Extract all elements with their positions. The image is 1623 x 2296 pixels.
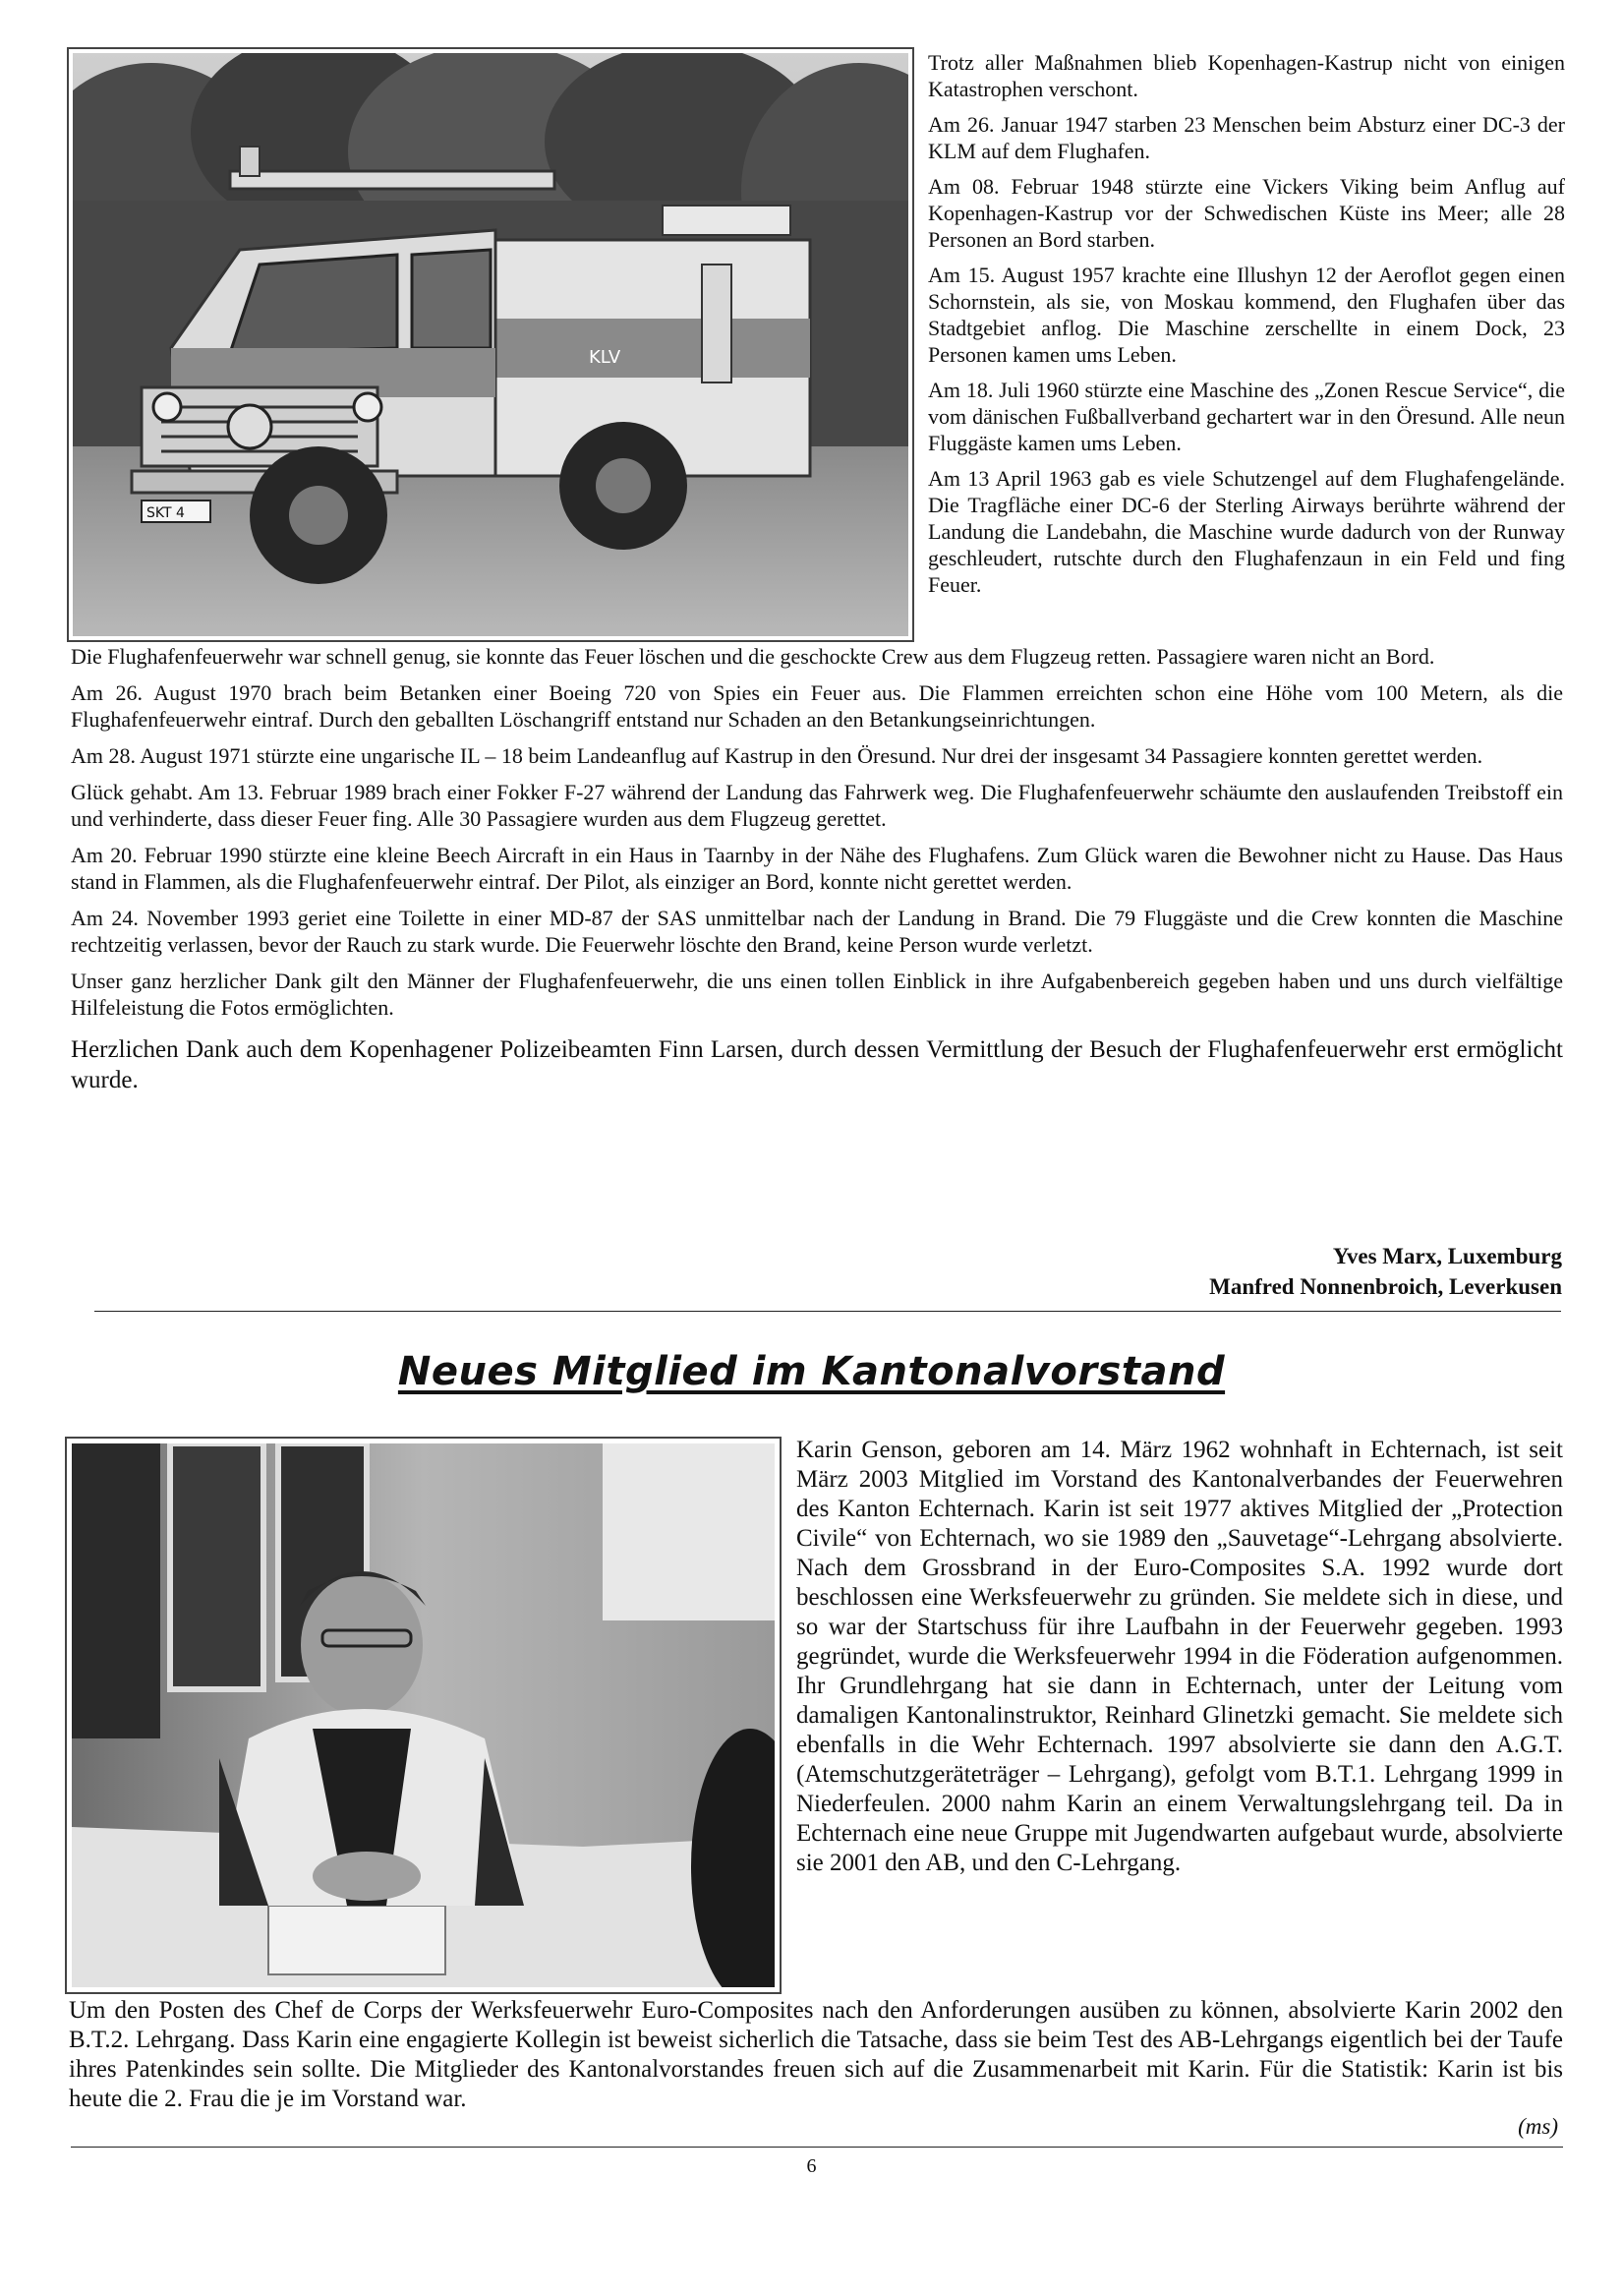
- member-photo: [65, 1437, 782, 1994]
- paragraph: Am 26. August 1970 brach beim Betanken einer Boeing 720 von Spies ein Feuer aus. Die Flammen erreichten schon eine Höhe vom 100 Metern, als die Flughafenfeuerwehr eintraf. Durch den geballten Löschangriff entstand nur Schaden an den Betankungseinrichtungen.: [71, 680, 1563, 732]
- paragraph: Am 18. Juli 1960 stürzte eine Maschine des „Zonen Rescue Service“, die vom dänischen Fußballverband gechartert war in den Öresund. Alle neun Fluggäste kamen ums Leben.: [928, 378, 1565, 455]
- author-initials: (ms): [1518, 2114, 1558, 2139]
- section-divider: [94, 1311, 1561, 1312]
- accidents-column: [928, 49, 1565, 607]
- paragraph: Unser ganz herzlicher Dank gilt den Männer der Flughafenfeuerwehr, die uns einen tollen Einblick in ihre Aufgabenbereich gegeben haben und uns durch vielfältige Hilfeleistung die Fotos ermöglichten.: [71, 969, 1563, 1020]
- heading-text: Neues Mitglied im Kantonalvorstand: [397, 1349, 1226, 1394]
- member-bio-continued: [69, 1996, 1563, 2114]
- svg-text:KLV: KLV: [589, 347, 621, 368]
- author-name: Manfred Nonnenbroich, Leverkusen: [1209, 1274, 1562, 1299]
- author-name: Yves Marx, Luxemburg: [1332, 1244, 1562, 1268]
- paragraph: Am 15. August 1957 krachte eine Illushyn 12 der Aeroflot gegen einen Schornstein, als sie, von Moskau kommend, den Flughafen über das Stadtgebiet anflog. Die Maschine zerschellte in einem Dock, 23 Personen kamen ums Leben.: [928, 263, 1565, 367]
- paragraph: Am 20. Februar 1990 stürzte eine kleine Beech Aircraft in ein Haus in Taarnby in der Nähe des Flughafens. Zum Glück waren die Bewohner nicht zu Hause. Das Haus stand in Flammen, als die Flughafenfeuerwehr eintraf. Der Pilot, als einziger an Bord, konnte nicht gerettet werden.: [71, 843, 1563, 894]
- paragraph: Am 24. November 1993 geriet eine Toilette in einer MD-87 der SAS unmittelbar nach der Landung in Brand. Die 79 Fluggäste und die Crew konnten die Maschine rechtzeitig verlassen, bevor der Rauch zu stark wurde. Die Feuerwehr löschte den Brand, keine Person wurde verletzt.: [71, 906, 1563, 957]
- author-signature: [1209, 1241, 1562, 1302]
- paragraph: Am 26. Januar 1947 starben 23 Menschen beim Absturz einer DC-3 der KLM auf dem Flughafen.: [928, 112, 1565, 163]
- thanks-paragraph: Herzlichen Dank auch dem Kopenhagener Polizeibeamten Finn Larsen, durch dessen Vermittlung der Besuch der Flughafenfeuerwehr erst ermöglicht wurde.: [71, 1036, 1563, 1093]
- paragraph: Am 08. Februar 1948 stürzte eine Vickers Viking beim Anflug auf Kopenhagen-Kastrup vor der Schwedischen Küste ins Meer; alle 28 Personen an Bord starben.: [928, 174, 1565, 252]
- paragraph: Am 28. August 1971 stürzte eine ungarische IL – 18 beim Landeanflug auf Kastrup in den Öresund. Nur drei der insgesamt 34 Passagiere konnten gerettet werden.: [71, 743, 1483, 768]
- bio-paragraph: Um den Posten des Chef de Corps der Werksfeuerwehr Euro-Composites nach den Anforderungen ausüben zu können, absolvierte Karin 2002 den B.T.2. Lehrgang. Dass Karin eine engagierte Kollegin ist beweist sicherlich die Tatsache, dass sie beim Test des AB-Lehrgangs eigentlich bei der Taufe ihres Patenkindes sein sollte. Die Mitglieder des Kantonalvorstandes freuen sich auf die Zusammenarbeit mit Karin. Für die Statistik: Karin ist bis heute die 2. Frau die je im Vorstand war.: [69, 1997, 1563, 2112]
- page-number: 6: [806, 2155, 817, 2177]
- member-bio-column: [796, 1436, 1563, 1878]
- member-photo-illustration: [72, 1443, 775, 1987]
- paragraph: Glück gehabt. Am 13. Februar 1989 brach einer Fokker F-27 während der Landung das Fahrwerk weg. Die Flughafenfeuerwehr schäumte den auslaufenden Treibstoff ein und verhinderte, dass dieser Feuer fing. Alle 30 Passagiere wurden aus dem Flugzeug gerettet.: [71, 780, 1563, 831]
- accidents-continued: [71, 643, 1563, 1105]
- footer-divider: [71, 2147, 1563, 2148]
- fire-truck-illustration: [73, 53, 908, 636]
- bio-paragraph: Karin Genson, geboren am 14. März 1962 wohnhaft in Echternach, ist seit März 2003 Mitglied im Vorstand des Kantonalverbandes der Feuerwehren des Kanton Echternach. Karin ist seit 1977 aktives Mitglied der „Protection Civile“ von Echternach, wo sie 1989 den „Sauvetage“-Lehrgang absolvierte. Nach dem Grossbrand in der Euro-Composites S.A. 1992 wurde dort beschlossen eine Werksfeuerwehr zu gründen. Sie meldete sich in diese, und so war der Startschuss für ihre Laufbahn in der Feuerwehr gegeben. 1993 gegründet, wurde die Werksfeuerwehr 1994 in die Föderation aufgenommen. Ihr Grundlehrgang hat sie dann in Echternach, unter der Leitung vom damaligen Kantonalinstruktor, Reinhard Glinetzki gemacht. Sie meldete sich ebenfalls in die Wehr Echternach. 1997 absolvierte sie dann den A.G.T. (Atemschutzgeräteträger – Lehrgang), gefolgt vom B.T.1. Lehrgang 1999 in Niederfeulen. 2000 nahm Karin an einem Verwaltungslehrgang teil. Da in Echternach eine neue Gruppe mit Jugendwarten aufgebaut wurde, absolvierte sie 2001 den AB, und den C-Lehrgang.: [796, 1437, 1563, 1876]
- fire-truck-photo: [67, 47, 914, 642]
- article-heading: [0, 1349, 1623, 1394]
- paragraph: Die Flughafenfeuerwehr war schnell genug, sie konnte das Feuer löschen und die geschockte Crew aus dem Flugzeug retten. Passagiere waren nicht an Bord.: [71, 644, 1435, 669]
- svg-text:SKT 4: SKT 4: [146, 505, 185, 521]
- paragraph: Am 13 April 1963 gab es viele Schutzengel auf dem Flughafengelände. Die Tragfläche einer DC-6 der Sterling Airways berührte während der Landung die Landebahn, die Maschine wurde dadurch von der Runway geschleudert, rutschte durch den Flughafenzaun in ein Feld und fing Feuer.: [928, 466, 1565, 597]
- paragraph: Trotz aller Maßnahmen blieb Kopenhagen-Kastrup nicht von einigen Katastrophen verschont.: [928, 50, 1565, 101]
